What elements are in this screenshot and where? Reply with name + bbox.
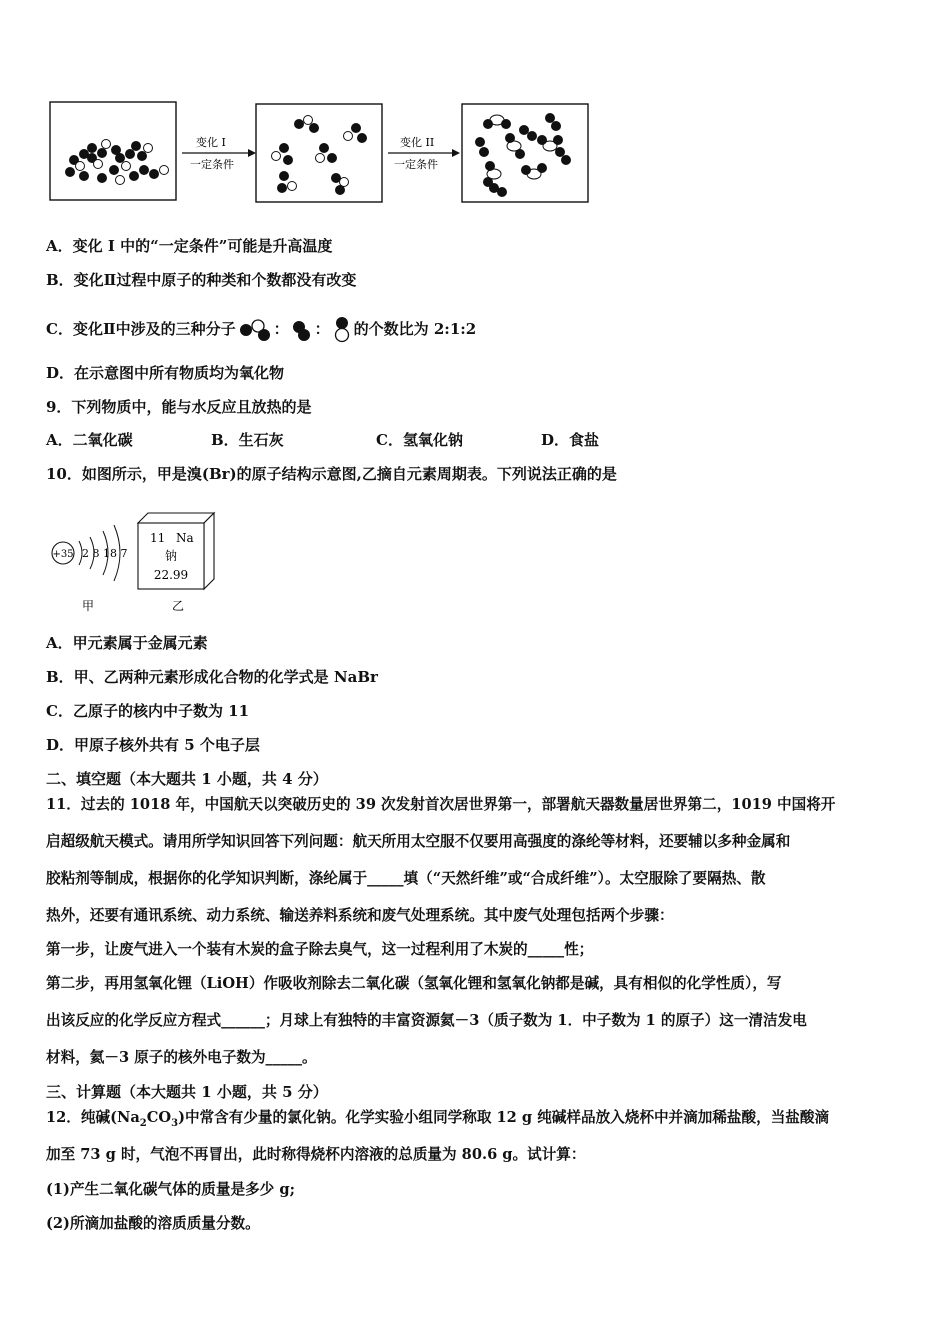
q8-option-c bbox=[46, 315, 476, 345]
q9-option-c: C．氢氧化钠 bbox=[376, 431, 463, 449]
q9-stem: 9．下列物质中，能与水反应且放热的是 bbox=[46, 398, 312, 416]
atom-nucleus-label: +35 bbox=[52, 549, 74, 560]
q10-figure bbox=[46, 505, 226, 617]
q12-subquestion-2: (2)所滴加盐酸的溶质质量分数。 bbox=[46, 1215, 260, 1232]
q11-line-3: 胶粘剂等制成，根据你的化学知识判断，涤纶属于_____填（“天然纤维”或“合成纤维”）。太空服除了要隔热、散 bbox=[46, 870, 766, 887]
q11-line-5: 第一步，让废气进入一个装有木炭的盒子除去臭气，这一过程利用了木炭的_____性； bbox=[46, 941, 594, 958]
molecule-diatomic-mixed-icon bbox=[330, 315, 354, 345]
section-fill-in-heading: 二、填空题（本大题共 1 小题，共 4 分） bbox=[46, 770, 328, 788]
molecule-three-atom-icon bbox=[236, 317, 274, 343]
molecules-middle bbox=[272, 116, 367, 195]
q9-options bbox=[46, 430, 599, 450]
q10-option-b: B．甲、乙两种元素形成化合物的化学式是 NaBr bbox=[46, 668, 378, 686]
arrow1-bottom-label: 一定条件 bbox=[190, 158, 234, 171]
label-jia: 甲 bbox=[82, 599, 95, 613]
q12-sub-3: 3 bbox=[171, 1117, 179, 1129]
q10-option-d: D．甲原子核外共有 5 个电子层 bbox=[46, 736, 260, 754]
q11-line-8: 材料，氦－3 原子的核外电子数为_____。 bbox=[46, 1049, 317, 1066]
q12-stem-prefix: 12．纯碱(Na bbox=[46, 1109, 140, 1126]
q11-line-2: 启超级航天模式。请用所学知识回答下列问题：航天所用太空服不仅要用高强度的涤纶等材料，还要辅以多种金属和 bbox=[46, 833, 791, 850]
element-name: 钠 bbox=[164, 549, 178, 563]
arrow1-top-label: 变化 I bbox=[196, 136, 226, 149]
arrow2-top-label: 变化 II bbox=[400, 136, 435, 149]
molecules-initial bbox=[66, 140, 169, 185]
sodium-element-card bbox=[138, 513, 214, 613]
reaction-diagram bbox=[44, 98, 594, 208]
q10-option-c: C．乙原子的核内中子数为 11 bbox=[46, 702, 250, 720]
q8-option-b: B．变化Ⅱ过程中原子的种类和个数都没有改变 bbox=[46, 271, 357, 289]
molecule-diatomic-black-icon bbox=[289, 317, 315, 343]
q8-option-a: A．变化 I 中的“一定条件”可能是升高温度 bbox=[46, 237, 333, 255]
molecules-final bbox=[476, 114, 571, 197]
q12-sub-2: 2 bbox=[139, 1117, 147, 1129]
q8-option-c-prefix: C．变化Ⅱ中涉及的三种分子 bbox=[46, 320, 236, 338]
atom-shells-label: 2 8 18 7 bbox=[82, 547, 128, 560]
q9-option-b: B．生石灰 bbox=[211, 431, 284, 449]
bromine-atom-diagram bbox=[52, 525, 127, 613]
q12-line-1 bbox=[46, 1108, 829, 1134]
q11-line-6: 第二步，再用氢氧化锂（LiOH）作吸收剂除去二氧化碳（氢氧化锂和氢氧化钠都是碱，具有相似的化学性质），写 bbox=[46, 975, 782, 992]
element-symbol: Na bbox=[176, 531, 194, 545]
q9-option-d: D．食盐 bbox=[541, 431, 600, 449]
element-mass: 22.99 bbox=[153, 568, 189, 582]
q8-option-c-sep2: ： bbox=[314, 320, 330, 338]
section-calculation-heading: 三、计算题（本大题共 1 小题，共 5 分） bbox=[46, 1083, 328, 1101]
q12-stem-mid: CO bbox=[146, 1109, 172, 1126]
q10-option-a: A．甲元素属于金属元素 bbox=[46, 634, 208, 652]
q9-option-a: A．二氧化碳 bbox=[46, 431, 133, 449]
q11-line-1: 11．过去的 1018 年，中国航天以突破历史的 39 次发射首次居世界第一，部署航天器数量居世界第二，1019 中国将开 bbox=[46, 796, 836, 813]
arrow2-bottom-label: 一定条件 bbox=[394, 158, 438, 171]
q11-line-7: 出该反应的化学反应方程式______；月球上有独特的丰富资源氦－3（质子数为 1．中子数为 1 的原子）这一清洁发电 bbox=[46, 1012, 807, 1029]
q8-option-c-sep1: ： bbox=[273, 320, 289, 338]
q10-stem: 10．如图所示，甲是溴(Br)的原子结构示意图,乙摘自元素周期表。下列说法正确的是 bbox=[46, 465, 617, 483]
q8-option-c-suffix: 的个数比为 2:1:2 bbox=[353, 320, 477, 338]
element-number: 11 bbox=[150, 531, 166, 545]
label-yi: 乙 bbox=[172, 599, 185, 613]
q12-stem-suffix: )中常含有少量的氯化钠。化学实验小组同学称取 12 g 纯碱样品放入烧杯中并滴加稀盐酸，当盐酸滴 bbox=[178, 1109, 830, 1126]
q11-line-4: 热外，还要有通讯系统、动力系统、输送养料系统和废气处理系统。其中废气处理包括两个步骤： bbox=[46, 907, 674, 924]
q12-subquestion-1: (1)产生二氧化碳气体的质量是多少 g; bbox=[46, 1181, 295, 1198]
q8-option-d: D．在示意图中所有物质均为氧化物 bbox=[46, 364, 285, 382]
q12-line-2: 加至 73 g 时，气泡不再冒出，此时称得烧杯内溶液的总质量为 80.6 g。试计算： bbox=[46, 1146, 586, 1163]
